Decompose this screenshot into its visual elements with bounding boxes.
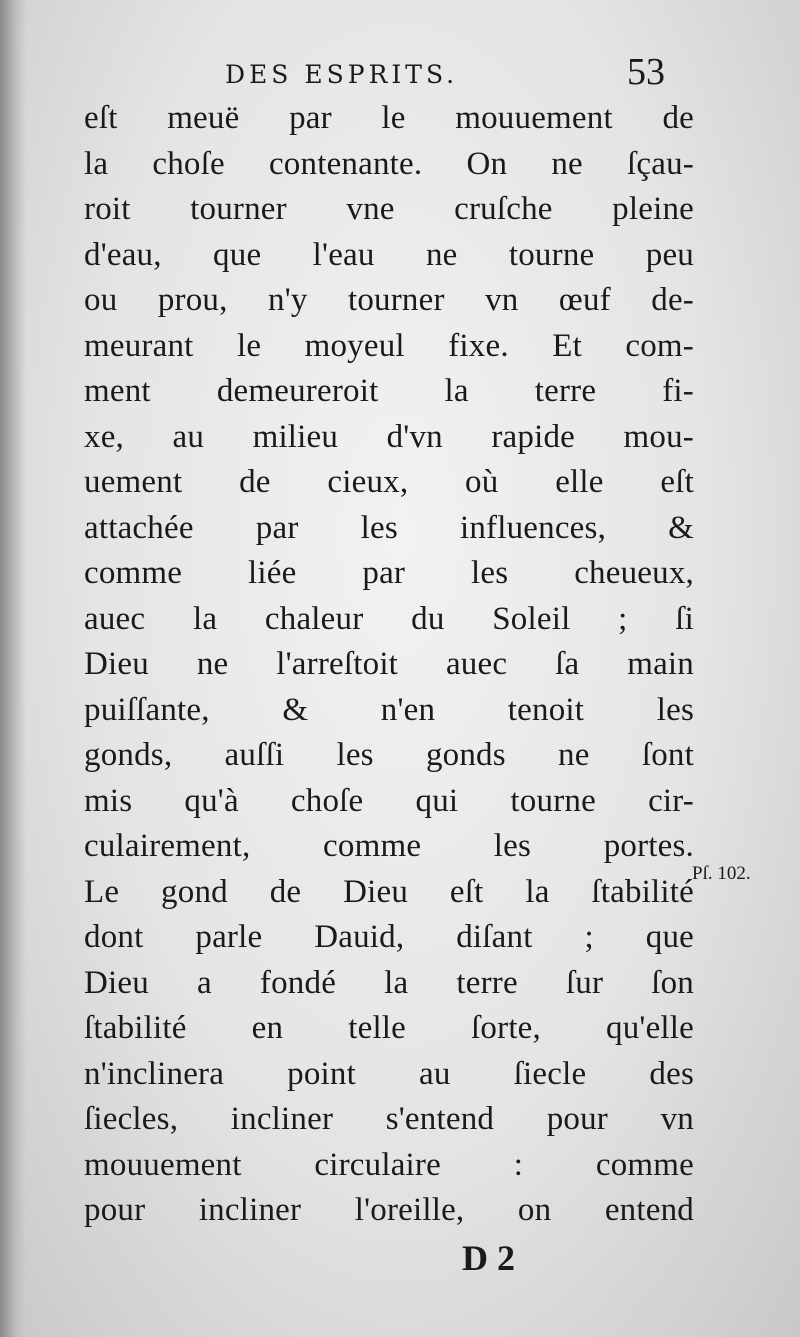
text-line: attachée par les influences, & <box>84 509 694 546</box>
text-line: Dieu a fondé la terre ſur ſon <box>84 964 694 1001</box>
signature-mark: D 2 <box>462 1238 515 1278</box>
text-line: mouuement circulaire : comme <box>84 1146 694 1183</box>
text-line: comme liée par les cheueux, <box>84 555 694 591</box>
text-line: uement de cieux, où elle eſt <box>84 464 694 500</box>
text-line: ſiecles, incliner s'entend pour vn <box>84 1101 694 1137</box>
body-text <box>84 96 694 1234</box>
text-line: n'inclinera point au ſiecle des <box>84 1055 694 1092</box>
text-line: Dieu ne l'arreſtoit auec ſa main <box>84 646 694 682</box>
text-line: eſt meuë par le mouuement de <box>84 100 694 136</box>
text-line: dont parle Dauid, diſant ; que <box>84 919 694 955</box>
page-gutter-shadow <box>0 0 26 1337</box>
text-line: roit tourner vne cruſche pleine <box>84 191 694 227</box>
text-line: ſtabilité en telle ſorte, qu'elle <box>84 1010 694 1046</box>
text-line: d'eau, que l'eau ne tourne peu <box>84 236 694 273</box>
page-number: 53 <box>627 51 665 93</box>
text-line: puiſſante, & n'en tenoit les <box>84 691 694 728</box>
text-line: gonds, auſſi les gonds ne ſont <box>84 737 694 773</box>
text-line: ment demeureroit la terre fi- <box>84 373 694 409</box>
text-line: xe, au milieu d'vn rapide mou- <box>84 418 694 455</box>
text-line: meurant le moyeul fixe. Et com- <box>84 327 694 364</box>
running-head <box>225 50 665 100</box>
text-line: culairement, comme les portes. <box>84 828 694 864</box>
text-line: Le gond de Dieu eſt la ſtabilité <box>84 873 694 910</box>
text-line: auec la chaleur du Soleil ; ſi <box>84 600 694 637</box>
margin-note: Pſ. 102. <box>692 863 751 884</box>
running-title: DES ESPRITS. <box>225 60 459 89</box>
text-line: ou prou, n'y tourner vn œuf de- <box>84 282 694 318</box>
text-line: pour incliner l'oreille, on entend <box>84 1192 694 1228</box>
text-line: la choſe contenante. On ne ſçau- <box>84 145 694 182</box>
text-line: mis qu'à choſe qui tourne cir- <box>84 782 694 819</box>
